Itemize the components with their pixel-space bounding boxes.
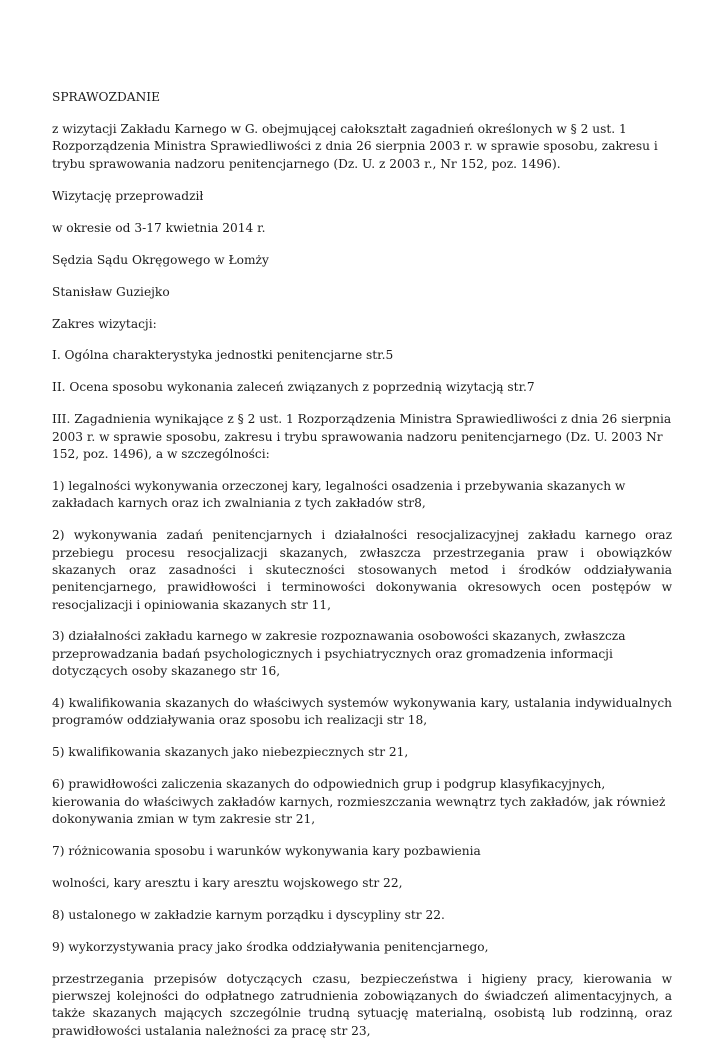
item-9: 9) wykorzystywania pracy jako środka oddziaływania penitencjarnego, bbox=[52, 939, 489, 954]
item-2: 2) wykonywania zadań penitencjarnych i działalności resocjalizacyjnej zakładu karnego oraz przebiegu procesu resocjalizacji skazanych, zwłaszcza przestrzegania praw i obowiązków skazanych oraz zasadności i skuteczności stosowanych metod i środków oddziaływania penitencjarnego, prawidłowości i terminowości dokonywania okresowych ocen postępów w resocjalizacji i opiniowania skazanych str 11, bbox=[52, 528, 672, 612]
document-title: SPRAWOZDANIE bbox=[52, 90, 160, 104]
section-1: I. Ogólna charakterystyka jednostki penitencjarne str.5 bbox=[52, 348, 394, 363]
item-1: 1) legalności wykonywania orzeczonej kary, legalności osadzenia i przebywania skazanych w zakładach karnych oraz ich zwalniania z tych zakładów str8, bbox=[52, 479, 626, 511]
intro-paragraph: z wizytacji Zakładu Karnego w G. obejmującej całokształt zagadnień określonych w § 2 ust. 1 Rozporządzenia Ministra Sprawiedliwości z dnia 26 sierpnia 2003 r. w sprawie sposobu, zakresu i trybu sprawowania nadzoru penitencjarnego (Dz. U. z 2003 r., Nr 152, poz. 1496). bbox=[52, 121, 658, 171]
judge-title: Sędzia Sądu Okręgowego w Łomży bbox=[52, 252, 269, 267]
conducted-by-label: Wizytację przeprowadził bbox=[52, 188, 204, 203]
judge-name: Stanisław Guziejko bbox=[52, 284, 170, 299]
item-3: 3) działalności zakładu karnego w zakresie rozpoznawania osobowości skazanych, zwłaszcza przeprowadzania badań psychologicznych i psychiatrycznych oraz gromadzenia informacji dotyczących osoby skazanego str 16, bbox=[52, 629, 626, 679]
item-6: 6) prawidłowości zaliczenia skazanych do odpowiednich grup i podgrup klasyfikacyjnych, kierowania do właściwych zakładów karnych, rozmieszczania wewnątrz tych zakładów, jak również dokonywania zmian w tym zakresie str 21, bbox=[52, 777, 666, 826]
item-4: 4) kwalifikowania skazanych do właściwych systemów wykonywania kary, ustalania indywidualnych programów oddziaływania oraz sposobu ich realizacji str 18, bbox=[52, 696, 672, 728]
item-7-continuation: wolności, kary aresztu i kary aresztu wojskowego str 22, bbox=[52, 875, 403, 890]
item-9-continuation: przestrzegania przepisów dotyczących czasu, bezpieczeństwa i higieny pracy, kierowania w pierwszej kolejności do odpłatnego zatrudnienia zobowiązanych do świadczeń alimentacyjnych, a także skazanych mających szczególnie trudną sytuację materialną, osobistą lub rodzinną, oraz prawidłowości ustalania należności za pracę str 23, bbox=[52, 971, 672, 1038]
item-8: 8) ustalonego w zakładzie karnym porządku i dyscypliny str 22. bbox=[52, 907, 445, 922]
period-text: w okresie od 3-17 kwietnia 2014 r. bbox=[52, 220, 266, 235]
scope-label: Zakres wizytacji: bbox=[52, 316, 157, 331]
section-2: II. Ocena sposobu wykonania zaleceń związanych z poprzednią wizytacją str.7 bbox=[52, 380, 535, 395]
document-page bbox=[52, 89, 672, 1055]
item-5: 5) kwalifikowania skazanych jako niebezpiecznych str 21, bbox=[52, 745, 409, 760]
item-7: 7) różnicowania sposobu i warunków wykonywania kary pozbawienia bbox=[52, 843, 481, 858]
section-3: III. Zagadnienia wynikające z § 2 ust. 1 Rozporządzenia Ministra Sprawiedliwości z dnia 26 sierpnia 2003 r. w sprawie sposobu, zakresu i trybu sprawowania nadzoru penitencjarnego (Dz. U. 2003 Nr 152, poz. 1496), a w szczególności: bbox=[52, 412, 672, 462]
